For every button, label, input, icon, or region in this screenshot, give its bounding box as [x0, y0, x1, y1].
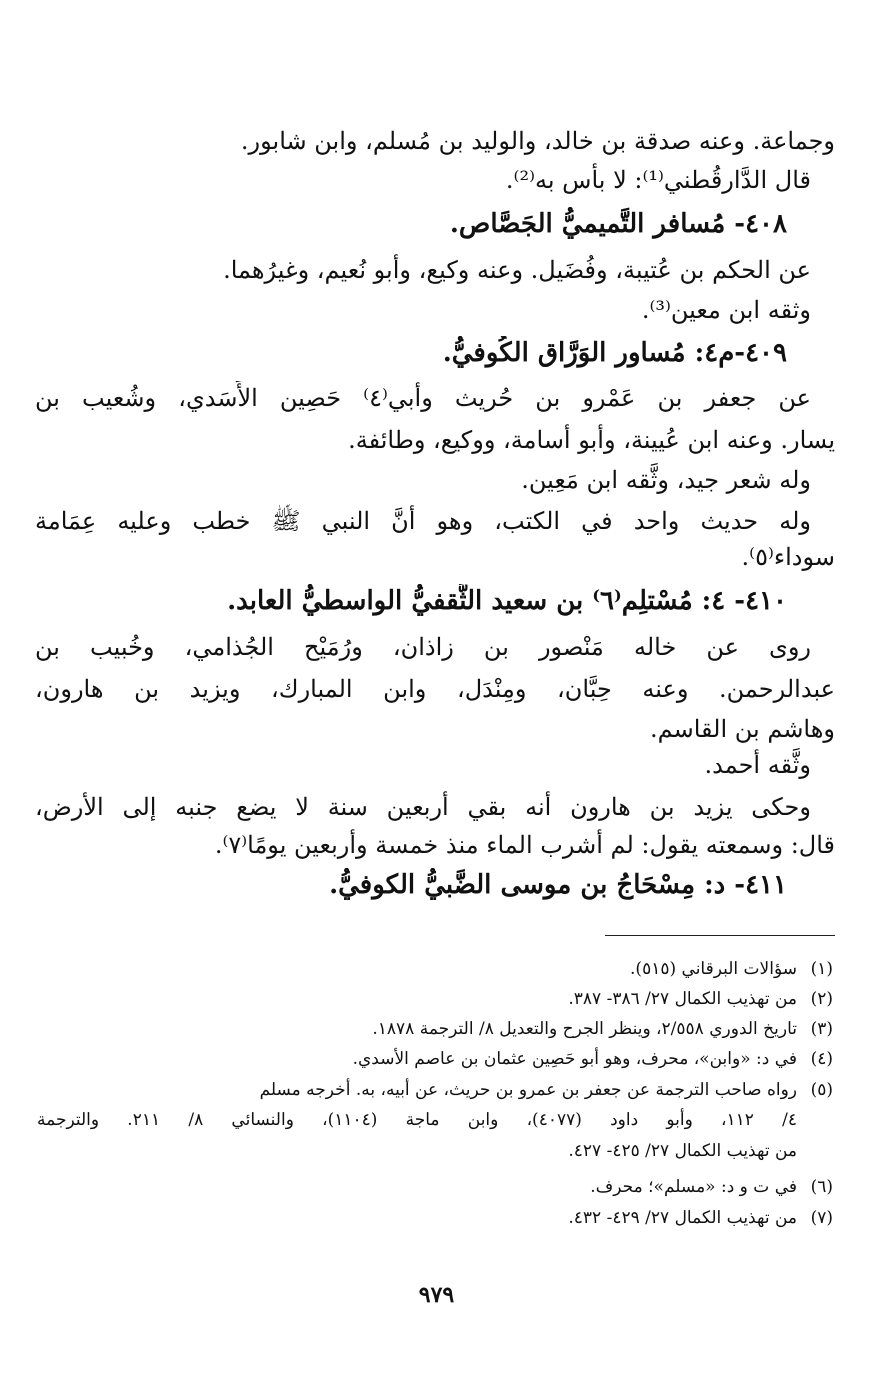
text-line: يسار. وعنه ابن عُيينة، وأبو أسامة، ووكيع، وطائفة. [348, 426, 835, 454]
entry-heading-408: ٤٠٨- مُسافر التَّميميُّ الجَصَّاص. [449, 209, 787, 239]
footnote-number: (٣) [810, 1019, 833, 1039]
text-line: عن الحكم بن عُتيبة، وفُضَيل. وعنه وكيع، وأبو نُعيم، وغيرُهما. [223, 256, 811, 284]
footnote-text: من تهذيب الكمال ٢٧/ ٤٢٩- ٤٣٢. [568, 1208, 797, 1228]
footnote-7 [37, 1206, 833, 1231]
footnote-number: (١) [810, 959, 833, 979]
footnote-6 [37, 1175, 833, 1200]
footnote-5 [37, 1078, 833, 1103]
text-line: روى عن خاله مَنْصور بن زاذان، ورُمَيْح الجُذامي، وخُبيب بن [35, 633, 811, 661]
footnote-text: في ت و د: «مسلم»؛ محرف. [590, 1177, 797, 1197]
footnote-text: في د: «وابن»، محرف، وهو أبو حَصِين عثمان بن عاصم الأسدي. [352, 1049, 797, 1069]
text-line: وثقه ابن معين⁽³⁾. [641, 296, 811, 324]
text-line: وهاشم بن القاسم. [650, 715, 835, 743]
text-line: وله شعر جيد، وثَّقه ابن مَعِين. [521, 466, 811, 494]
footnote-text: تاريخ الدوري ٢/٥٥٨، وينظر الجرح والتعديل ٨/ الترجمة ١٨٧٨. [372, 1019, 797, 1039]
text-line: وثَّقه أحمد. [704, 751, 811, 779]
footnote-number: (٢) [810, 989, 833, 1009]
footnote-4 [37, 1047, 833, 1072]
footnote-number: (٥) [810, 1080, 833, 1100]
footnote-text: ٤/ ١١٢، وأبو داود (٤٠٧٧)، وابن ماجة (١١٠٤)، والنسائي ٨/ ٢١١. والترجمة [37, 1110, 797, 1130]
entry-heading-411: ٤١١- د: مِسْحَاجُ بن موسى الضَّبيُّ الكوفيُّ. [329, 870, 787, 900]
footnote-number: (٦) [810, 1177, 833, 1197]
text-line: وحكى يزيد بن هارون أنه بقي أربعين سنة لا يضع جنبه إلى الأرض، [35, 793, 811, 821]
footnote-text: من تهذيب الكمال ٢٧/ ٣٨٦- ٣٨٧. [568, 989, 797, 1009]
text-line: وجماعة. وعنه صدقة بن خالد، والوليد بن مُسلم، وابن شابور. [240, 127, 835, 155]
entry-heading-409: ٤٠٩-م٤: مُساور الوَرَّاق الكُوفيُّ. [442, 338, 787, 368]
footnote-text: من تهذيب الكمال ٢٧/ ٤٢٥- ٤٢٧. [568, 1141, 797, 1161]
text-line: سوداء⁽٥⁾. [741, 543, 835, 571]
text-line: عن جعفر بن عَمْرو بن حُريث وأبي⁽٤⁾ حَصِين الأَسَدي، وشُعيب بن [35, 384, 811, 412]
footnote-5-continued [37, 1108, 833, 1133]
footnote-divider [605, 935, 835, 936]
footnote-1 [37, 957, 833, 982]
text-line: قال الدَّارقُطني⁽¹⁾: لا بأس به⁽²⁾. [505, 166, 811, 194]
text-line: عبدالرحمن. وعنه حِبَّان، ومِنْدَل، وابن المبارك، ويزيد بن هارون، [35, 675, 835, 703]
footnote-2 [37, 987, 833, 1012]
text-line: وله حديث واحد في الكتب، وهو أنَّ النبي ﷺ خطب وعليه عِمَامة [35, 507, 811, 535]
text-line: قال: وسمعته يقول: لم أشرب الماء منذ خمسة وأربعين يومًا⁽٧⁾. [214, 831, 835, 859]
footnote-3 [37, 1017, 833, 1042]
page-number: ٩٧٩ [418, 1282, 455, 1308]
footnote-text: رواه صاحب الترجمة عن جعفر بن عمرو بن حريث، عن أبيه، به. أخرجه مسلم [259, 1080, 797, 1100]
entry-heading-410: ٤١٠- ٤: مُسْتلِم⁽٦⁾ بن سعيد الثَّقفيُّ الواسطيُّ العابد. [227, 586, 787, 616]
footnote-5-continued [37, 1139, 833, 1164]
footnote-number: (٧) [810, 1208, 833, 1228]
footnote-text: سؤالات البرقاني (٥١٥). [630, 959, 797, 979]
footnote-number: (٤) [810, 1049, 833, 1069]
